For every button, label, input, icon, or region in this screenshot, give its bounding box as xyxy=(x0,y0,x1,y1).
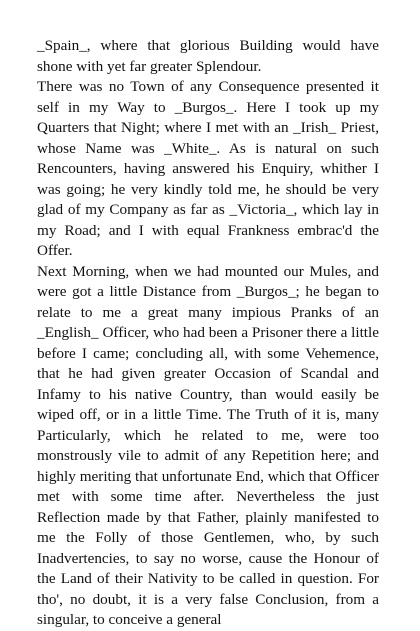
page-text xyxy=(37,36,379,631)
paragraph-next-morning: Next Morning, when we had mounted our Mules, and were got a little Distance from _Burgos_; he began to relate to me a great many impious Pranks of an _English_ Officer, who had been a Prisoner there a little before I came; concluding all, with some Vehemence, that he had given greater Occasion of Scandal and Infamy to his native Country, than would easily be wiped off, or in a little Time. The Truth of it is, many Particularly, which he related to me, were too monstrously vile to admit of any Repetition here; and highly meriting that unfortunate End, which that Officer met with some time after. Nevertheless the just Reflection made by that Father, plainly manifested to me the Folly of those Gentlemen, who, by such Inadvertencies, to say no worse, cause the Honour of the Land of their Nativity to be called in question. For tho', no doubt, it is a very false Conclusion, from a singular, to conceive a general xyxy=(37,262,379,628)
paragraph-burgos-irish-priest: There was no Town of any Consequence presented it self in my Way to _Burgos_. Here I took up my Quarters that Night; where I met with an _Irish_ Priest, whose Name was _White_. As is natural on such Rencounters, having answered his Enquiry, whither I was going; he very kindly told me, he should be very glad of my Company as far as _Victoria_, which lay in my Road; and I with equal Frankness embrac'd the Offer. xyxy=(37,78,379,259)
paragraph-spain-ending: _Spain_, where that glorious Building would have shone with yet far greater Splendour. xyxy=(37,37,379,75)
